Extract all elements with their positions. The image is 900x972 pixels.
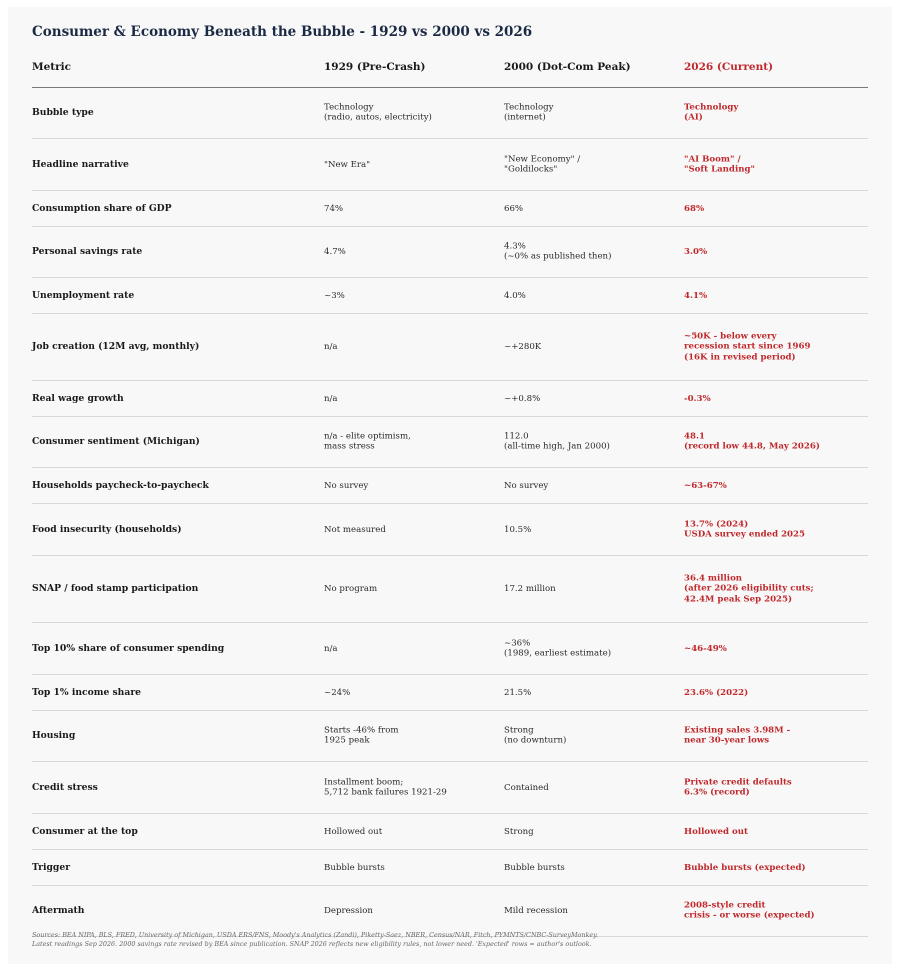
cell-2026: 48.1 (record low 44.8, May 2026): [684, 431, 820, 452]
row-metric: Credit stress: [32, 781, 98, 793]
cell-2026: 36.4 million (after 2026 eligibility cuts; 42.4M peak Sep 2025): [684, 573, 814, 605]
table-header: [32, 55, 868, 88]
header-2026: 2026 (Current): [684, 61, 774, 73]
row-metric: Aftermath: [32, 904, 85, 916]
row-metric: Top 1% income share: [32, 686, 142, 698]
cell-1929: n/a: [324, 393, 338, 404]
header-2000: 2000 (Dot-Com Peak): [504, 61, 631, 73]
cell-2000: No survey: [504, 480, 549, 491]
cell-2026: "AI Boom" / "Soft Landing": [684, 154, 755, 175]
header-metric: Metric: [32, 61, 72, 73]
cell-2026: Existing sales 3.98M - near 30-year lows: [684, 725, 791, 746]
cell-1929: n/a: [324, 341, 338, 352]
cell-1929: 74%: [324, 203, 344, 214]
cell-1929: Bubble bursts: [324, 862, 385, 873]
cell-2000: 112.0 (all-time high, Jan 2000): [504, 431, 610, 452]
page-title: Consumer & Economy Beneath the Bubble - 1929 vs 2000 vs 2026: [32, 24, 533, 40]
cell-1929: n/a: [324, 643, 338, 654]
cell-2026: Private credit defaults 6.3% (record): [684, 777, 792, 798]
table-row: [32, 711, 868, 762]
sources-note: Sources: BEA NIPA, BLS, FRED, University of Michigan, USDA ERS/FNS, Moody's Analytics (Zandi), Piketty-Saez, NBER, Census/NAR, Fitch, PYMNTS/CNBC-SurveyMonkey. Latest readings Sep 2026. 2000 savings rate revised by BEA since publication. SNAP 2026 reflects new eligibility rules, not lower need. 'Expected' rows = author's outlook.: [32, 931, 598, 948]
cell-2000: ~36% (1989, earliest estimate): [504, 638, 612, 659]
table-row: [32, 762, 868, 814]
cell-1929: No program: [324, 583, 378, 594]
header-1929: 1929 (Pre-Crash): [324, 61, 426, 73]
cell-2000: 66%: [504, 203, 524, 214]
cell-2026: ~50K - below every recession start since 1969 (16K in revised period): [684, 331, 811, 363]
cell-2000: ~+0.8%: [504, 393, 541, 404]
cell-2000: Strong (no downturn): [504, 725, 567, 746]
cell-2026: Technology (AI): [684, 102, 739, 123]
cell-2000: Strong: [504, 826, 534, 837]
cell-2026: Hollowed out: [684, 826, 748, 837]
cell-2026: Bubble bursts (expected): [684, 862, 806, 873]
table-row: [32, 850, 868, 886]
row-metric: Trigger: [32, 861, 71, 873]
cell-2000: Technology (internet): [504, 102, 554, 123]
table-row: [32, 139, 868, 191]
table-row: [32, 314, 868, 381]
cell-2026: ~63-67%: [684, 480, 727, 491]
cell-1929: Starts -46% from 1925 peak: [324, 725, 399, 746]
cell-2000: 10.5%: [504, 524, 532, 535]
table-row: [32, 278, 868, 314]
row-metric: Bubble type: [32, 106, 94, 118]
row-metric: Consumer at the top: [32, 825, 138, 837]
cell-1929: Installment boom; 5,712 bank failures 1921-29: [324, 777, 447, 798]
table-card: [8, 7, 892, 964]
cell-2000: 17.2 million: [504, 583, 556, 594]
row-metric: Housing: [32, 729, 76, 741]
cell-2000: 21.5%: [504, 687, 532, 698]
cell-1929: 4.7%: [324, 246, 346, 257]
table-row: [32, 675, 868, 711]
table-row: [32, 88, 868, 139]
table-row: [32, 227, 868, 278]
table-row: [32, 556, 868, 623]
cell-1929: ~24%: [324, 687, 351, 698]
cell-2026: ~46-49%: [684, 643, 727, 654]
table-row: [32, 886, 868, 937]
cell-2026: 23.6% (2022): [684, 687, 749, 698]
table-row: [32, 417, 868, 468]
cell-2026: 3.0%: [684, 246, 708, 257]
cell-1929: Technology (radio, autos, electricity): [324, 102, 432, 123]
cell-1929: "New Era": [324, 159, 371, 170]
cell-1929: ~3%: [324, 290, 345, 301]
row-metric: Unemployment rate: [32, 289, 135, 301]
table-body: [32, 88, 868, 937]
row-metric: Real wage growth: [32, 392, 124, 404]
cell-2000: Bubble bursts: [504, 862, 565, 873]
cell-2026: 13.7% (2024) USDA survey ended 2025: [684, 519, 805, 540]
row-metric: Personal savings rate: [32, 245, 143, 257]
row-metric: SNAP / food stamp participation: [32, 582, 199, 594]
row-metric: Job creation (12M avg, monthly): [32, 340, 200, 352]
cell-2026: 68%: [684, 203, 705, 214]
cell-2000: 4.0%: [504, 290, 526, 301]
cell-2000: "New Economy" / "Goldilocks": [504, 154, 581, 175]
row-metric: Headline narrative: [32, 158, 129, 170]
cell-2026: 4.1%: [684, 290, 708, 301]
cell-2000: Contained: [504, 782, 549, 793]
row-metric: Food insecurity (households): [32, 523, 182, 535]
cell-1929: n/a - elite optimism, mass stress: [324, 431, 411, 452]
cell-1929: Not measured: [324, 524, 386, 535]
cell-1929: No survey: [324, 480, 369, 491]
cell-2026: 2008-style credit crisis - or worse (expected): [684, 900, 815, 921]
cell-2026: -0.3%: [684, 393, 711, 404]
table-row: [32, 623, 868, 675]
row-metric: Consumer sentiment (Michigan): [32, 435, 200, 447]
cell-2000: 4.3% (~0% as published then): [504, 241, 612, 262]
row-metric: Consumption share of GDP: [32, 202, 172, 214]
cell-1929: Depression: [324, 905, 373, 916]
cell-2000: ~+280K: [504, 341, 542, 352]
table-row: [32, 468, 868, 504]
table-row: [32, 504, 868, 556]
cell-2000: Mild recession: [504, 905, 568, 916]
table-row: [32, 381, 868, 417]
row-metric: Top 10% share of consumer spending: [32, 642, 225, 654]
table-row: [32, 814, 868, 850]
row-metric: Households paycheck-to-paycheck: [32, 479, 209, 491]
cell-1929: Hollowed out: [324, 826, 383, 837]
table-row: [32, 191, 868, 227]
